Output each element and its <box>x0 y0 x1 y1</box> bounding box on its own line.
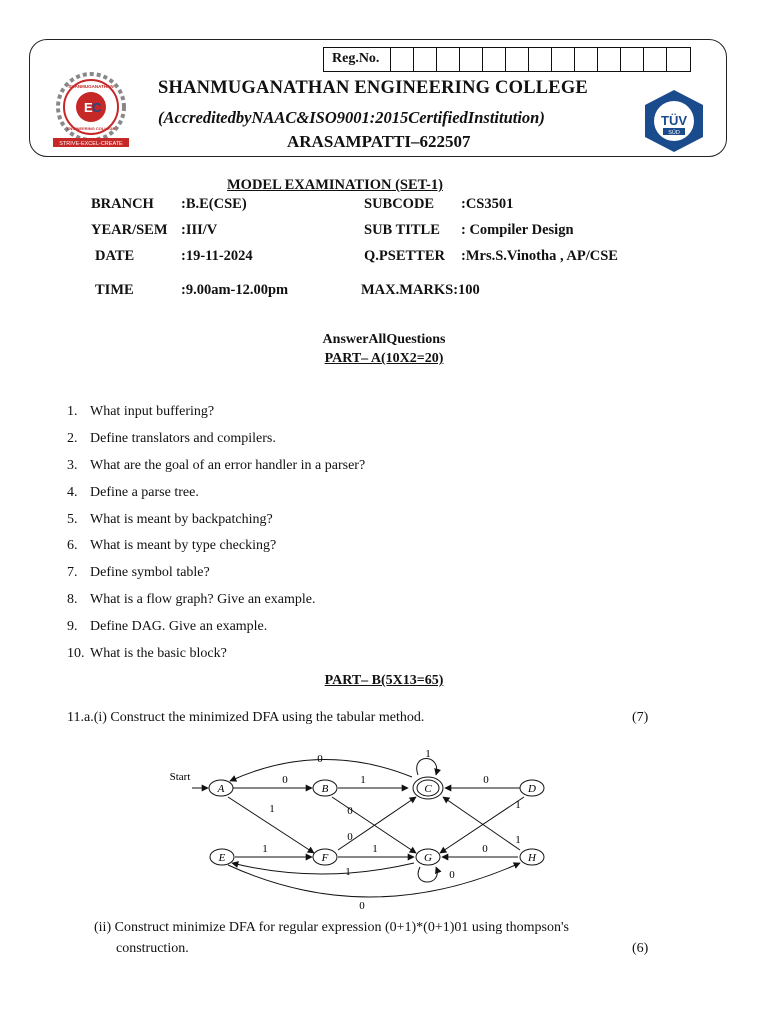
question-11a-i: 11.a.(i) Construct the minimized DFA using the tabular method. <box>67 710 425 725</box>
qpsetter-label: Q.PSETTER <box>364 248 445 264</box>
college-logo <box>50 72 132 152</box>
tuv-logo-sub: SÜD <box>668 130 680 136</box>
accreditation-line: (AccreditedbyNAAC&ISO9001:2015CertifiedInstitution) <box>158 108 545 127</box>
dfa-edge-label: 1 <box>269 803 275 815</box>
time-value: :9.00am-12.00pm <box>181 282 289 298</box>
question-item: 5. What is meant by backpatching? <box>67 512 273 527</box>
logo-top-text: SHANMUGANATHAN <box>68 84 114 89</box>
marks-11a-ii: (6) <box>632 941 649 956</box>
dfa-edge-label: 1 <box>425 748 431 760</box>
dfa-edge-label: 1 <box>372 843 378 855</box>
college-location: ARASAMPATTI–622507 <box>287 132 471 151</box>
dfa-diagram <box>160 745 560 915</box>
subtitle-value: : Compiler Design <box>461 222 574 238</box>
question-item: 10. What is the basic block? <box>67 646 227 661</box>
dfa-edge-label: 1 <box>515 834 521 846</box>
question-item: 1. What input buffering? <box>67 404 215 419</box>
dfa-start-label: Start <box>169 771 191 783</box>
dfa-edge-label: 1 <box>345 866 351 878</box>
branch-label: BRANCH <box>91 196 154 212</box>
time-label: TIME <box>95 282 134 298</box>
reg-no-cell <box>575 48 598 71</box>
reg-no-label: Reg.No. <box>324 48 391 71</box>
branch-value: :B.E(CSE) <box>181 196 247 212</box>
yearsem-label: YEAR/SEM <box>91 222 168 238</box>
question-item: 8. What is a flow graph? Give an example. <box>67 592 316 607</box>
dfa-edge-label: 0 <box>482 843 488 855</box>
date-label: DATE <box>95 248 135 264</box>
date-value: :19-11-2024 <box>181 248 253 264</box>
logo-bottom-text: ENGINEERING COLLEGE <box>66 126 116 131</box>
part-a-heading: PART– A(10X2=20) <box>324 351 444 366</box>
part-b-heading: PART– B(5X13=65) <box>324 673 444 688</box>
dfa-label-d: D <box>528 783 536 795</box>
reg-no-cell <box>460 48 483 71</box>
dfa-label-h: H <box>528 852 536 864</box>
exam-title: MODEL EXAMINATION (SET-1) <box>227 177 443 193</box>
question-item: 6. What is meant by type checking? <box>67 538 277 553</box>
reg-no-cell <box>552 48 575 71</box>
dfa-edge-label: 0 <box>359 900 365 912</box>
logo-e-letter: E <box>84 100 93 115</box>
subcode-value: :CS3501 <box>461 196 514 212</box>
dfa-edge-label: 0 <box>282 774 288 786</box>
question-item: 4. Define a parse tree. <box>67 485 199 500</box>
dfa-label-e: E <box>218 852 226 864</box>
subtitle-label: SUB TITLE <box>364 222 440 238</box>
question-item: 9. Define DAG. Give an example. <box>67 619 268 634</box>
question-11a-ii: (ii) Construct minimize DFA for regular expression (0+1)*(0+1)01 using thompson's <box>94 920 569 935</box>
reg-no-cell <box>483 48 506 71</box>
instructions: AnswerAllQuestions <box>322 332 446 347</box>
dfa-edge-label: 1 <box>262 843 268 855</box>
reg-no-cell <box>598 48 621 71</box>
dfa-edge-label: 0 <box>449 869 455 881</box>
dfa-label-b: B <box>321 783 329 795</box>
reg-no-cell <box>621 48 644 71</box>
reg-no-cell <box>437 48 460 71</box>
question-item: 2. Define translators and compilers. <box>67 431 276 446</box>
reg-no-cell <box>667 48 690 71</box>
dfa-edge-label: 0 <box>317 753 323 765</box>
dfa-label-c: C <box>424 783 432 795</box>
dfa-label-g: G <box>424 852 432 864</box>
dfa-edge-label: 1 <box>360 774 366 786</box>
logo-c-letter: C <box>92 100 102 115</box>
reg-no-grid <box>323 47 691 72</box>
college-name: SHANMUGANATHAN ENGINEERING COLLEGE <box>158 78 588 98</box>
yearsem-value: :III/V <box>181 222 218 238</box>
dfa-edge-label: 0 <box>347 831 353 843</box>
logo-banner: STRIVE-EXCEL-CREATE <box>59 141 123 147</box>
qpsetter-value: :Mrs.S.Vinotha , AP/CSE <box>461 248 618 264</box>
dfa-edge-label: 1 <box>515 799 521 811</box>
max-marks: MAX.MARKS:100 <box>361 282 480 298</box>
marks-11a-i: (7) <box>632 710 649 725</box>
question-11a-ii-cont: construction. <box>116 941 189 956</box>
reg-no-cell <box>529 48 552 71</box>
dfa-edge-label: 0 <box>347 805 353 817</box>
question-item: 7. Define symbol table? <box>67 565 210 580</box>
dfa-label-f: F <box>321 852 329 864</box>
reg-no-cell <box>391 48 414 71</box>
reg-no-cell <box>506 48 529 71</box>
reg-no-cell <box>414 48 437 71</box>
tuv-logo-text: TÜV <box>661 113 687 128</box>
question-item: 3. What are the goal of an error handler in a parser? <box>67 458 366 473</box>
tuv-logo <box>641 88 707 154</box>
reg-no-cell <box>644 48 667 71</box>
dfa-edge-label: 0 <box>483 774 489 786</box>
dfa-label-a: A <box>217 783 225 795</box>
subcode-label: SUBCODE <box>364 196 435 212</box>
